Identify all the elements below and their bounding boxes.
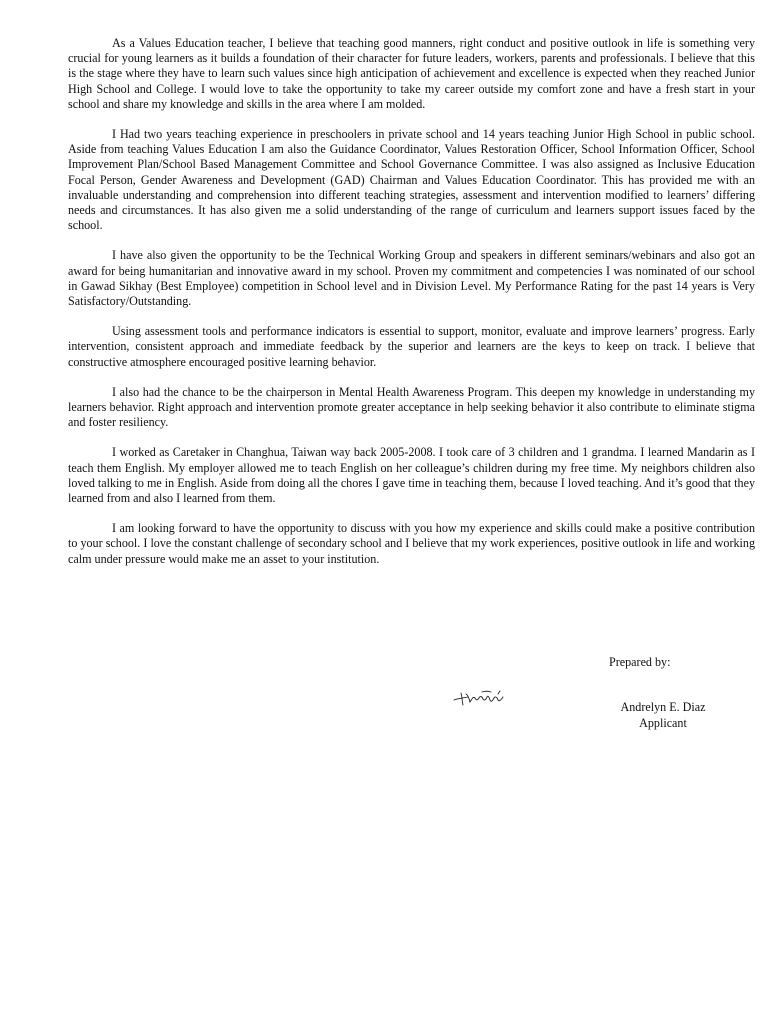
signatory-name: Andrelyn E. Diaz [620,700,706,714]
paragraph-assessment: Using assessment tools and performance indicators is essential to support, monitor, evaluate and improve learners’ progress. Early intervention, consistent approach and immediate feedback by the superior and learners are the keys to keep on track. I believe that constructive atmosphere encouraged positive learning behavior. [68,324,755,369]
signatory-block [596,700,730,731]
letter-body [68,36,755,582]
paragraph-teaching-experience: I Had two years teaching experience in preschoolers in private school and 14 years teaching Junior High School in public school. Aside from teaching Values Education I am also the Guidance Coordinator, Values Restoration Officer, School Information Officer, School Improvement Plan/School Based Management Committee and School Governance Committee. I was also assigned as Inclusive Education Focal Person, Gender Awareness and Development (GAD) Chairman and Values Education Coordinator. This has provided me with an invaluable understanding and comprehension into different teaching strategies, assessment and intervention modified to learners’ differing needs and circumstances. It has also given me a solid understanding of the range of curriculum and learners support issues faced by the school. [68,127,755,233]
paragraph-values-education: As a Values Education teacher, I believe that teaching good manners, right conduct and positive outlook in life is something very crucial for young learners as it builds a foundation of their character for future leaders, workers, parents and professionals. I believe that this is the stage where they have to learn such values since high anticipation of achievement and excellence is expected when they reached Junior High School and College. I would love to take the opportunity to take my career outside my comfort zone and have a fresh start in your school and share my knowledge and skills in the area where I am molded. [68,36,755,111]
prepared-by-label: Prepared by: [609,655,671,669]
handwritten-signature-icon [452,686,508,708]
paragraph-awards: I have also given the opportunity to be the Technical Working Group and speakers in different seminars/webinars and also got an award for being humanitarian and innovative award in my school. Proven my commitment and competencies I was nominated of our school in Gawad Sikhay (Best Employee) competition in School level and in Division Level. My Performance Rating for the past 14 years is Very Satisfactory/Outstanding. [68,248,755,309]
paragraph-caretaker: I worked as Caretaker in Changhua, Taiwan way back 2005-2008. I took care of 3 children and 1 grandma. I learned Mandarin as I teach them English. My employer allowed me to teach English on her colleague’s children during my free time. My neighbors children also loved talking to me in English. Aside from doing all the chores I gave time in teaching them, because I loved teaching. And it’s good that they learned from and also I learned from them. [68,445,755,506]
paragraph-closing-statement: I am looking forward to have the opportunity to discuss with you how my experience and skills could make a positive contribution to your school. I love the constant challenge of secondary school and I believe that my work experiences, positive outlook in life and working calm under pressure would make me an asset to your institution. [68,521,755,566]
signatory-role: Applicant [639,715,687,730]
paragraph-mental-health: I also had the chance to be the chairperson in Mental Health Awareness Program. This deepen my knowledge in understanding my learners behavior. Right approach and intervention promote greater acceptance in help seeking behavior it also contribute to eliminate stigma and foster resiliency. [68,384,755,430]
